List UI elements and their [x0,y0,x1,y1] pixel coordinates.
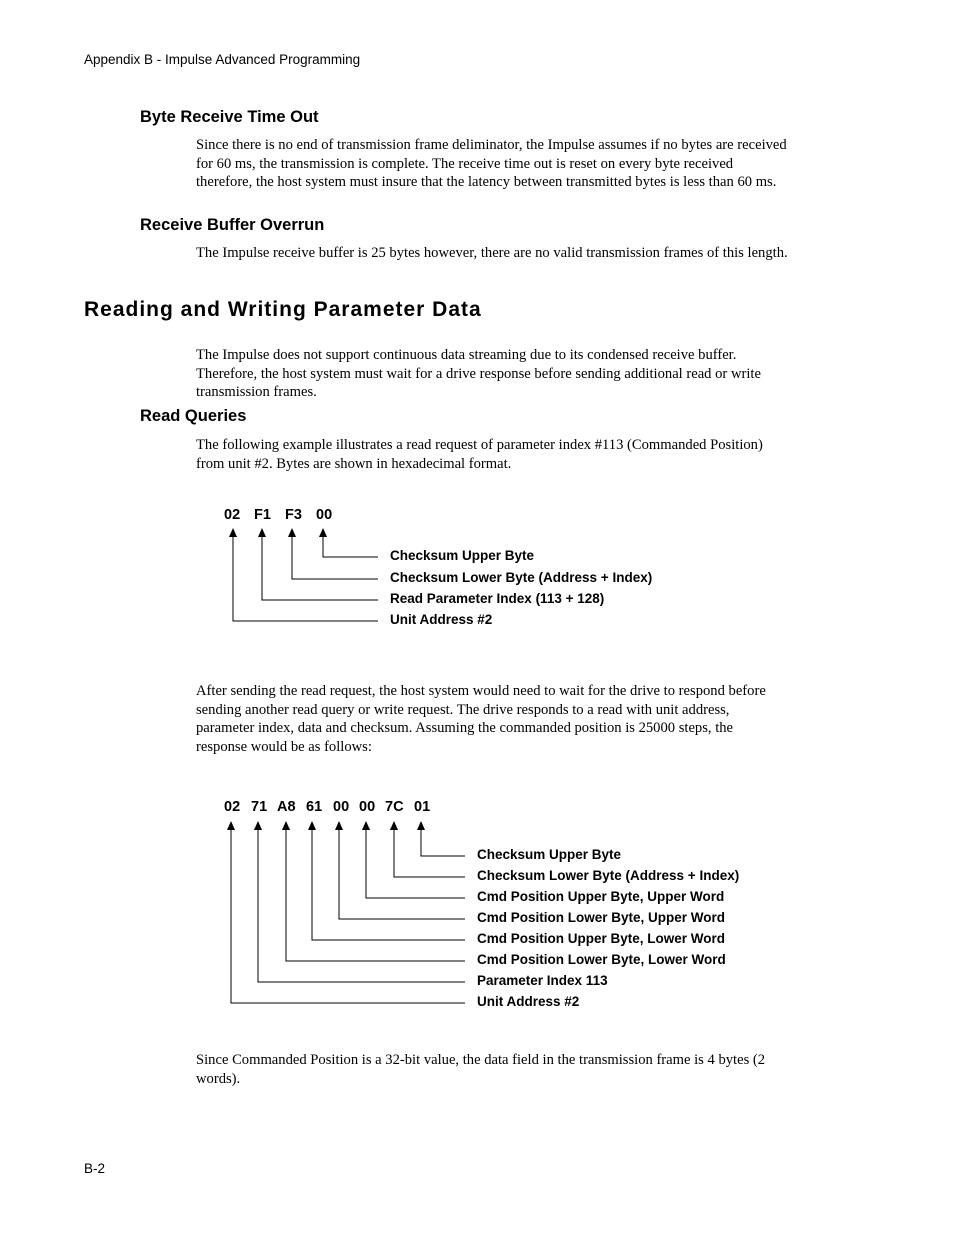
diagram2-byte: 01 [414,799,431,815]
heading-reading-writing-parameter-data: Reading and Writing Parameter Data [84,298,482,321]
diagram2-byte: A8 [277,799,296,815]
text-line: sending another read query or write request. The drive responds to a read with unit address, [196,701,730,718]
diagram2-byte: 02 [224,799,241,815]
diagram2-arrowhead [362,821,370,830]
diagram2-leader [286,828,465,961]
heading-receive-buffer-overrun: Receive Buffer Overrun [140,216,325,234]
diagram2-byte: 00 [359,799,376,815]
text-line: words). [196,1070,241,1087]
diagram2-leader [394,828,465,877]
page-number: B-2 [84,1161,106,1176]
text-line: transmission frames. [196,384,317,401]
heading-byte-receive-time-out: Byte Receive Time Out [140,108,319,126]
paragraph-closing [196,1051,818,1088]
diagram2-byte: 7C [385,799,404,815]
text-line: response would be as follows: [196,738,372,755]
diagram2-arrowhead [390,821,398,830]
diagram2-byte: 00 [333,799,350,815]
diagram1-label: Checksum Upper Byte [390,548,535,563]
diagram2-leader [312,828,465,940]
diagram2-label: Cmd Position Lower Byte, Lower Word [477,952,726,967]
diagram2-label: Checksum Upper Byte [477,847,622,862]
text-line: Since there is no end of transmission frame deliminator, the Impulse assumes if no bytes are received [196,137,787,153]
diagram2-label: Cmd Position Upper Byte, Lower Word [477,931,726,946]
diagram2-arrowhead [417,821,425,830]
diagram2-label: Cmd Position Upper Byte, Upper Word [477,889,725,904]
text-line: The following example illustrates a read request of parameter index #113 (Commanded Position) [196,437,763,453]
text-line: for 60 ms, the transmission is complete. The receive time out is reset on every byte received [196,155,734,172]
diagram2-byte: 61 [306,799,323,815]
diagram2-leader [366,828,465,898]
diagram2-leader [231,828,465,1003]
text-line: Therefore, the host system must wait for a drive response before sending additional read or write [196,365,761,382]
text-line: The Impulse does not support continuous data streaming due to its condensed receive buffer. [196,347,737,363]
diagram2-arrowhead [254,821,262,830]
heading-read-queries: Read Queries [140,407,247,425]
diagram2-byte: 71 [251,799,268,815]
diagram2-arrowhead [282,821,290,830]
diagram2-label: Parameter Index 113 [477,973,608,988]
diagram2-arrowhead [227,821,235,830]
diagram1-label: Unit Address #2 [390,612,493,627]
running-head: Appendix B - Impulse Advanced Programming [84,52,361,67]
diagram2-label: Unit Address #2 [477,994,580,1009]
text-line: The Impulse receive buffer is 25 bytes however, there are no valid transmission frames of this length. [196,245,788,261]
text-line: After sending the read request, the host system would need to wait for the drive to respond before [196,683,766,699]
diagram2-arrowhead [335,821,343,830]
diagram1-label: Checksum Lower Byte (Address + Index) [390,570,653,585]
diagram1-byte: F3 [285,507,302,523]
diagram1-byte: F1 [254,507,271,523]
diagram1-byte: 02 [224,507,241,523]
text-line: Since Commanded Position is a 32-bit value, the data field in the transmission frame is 4 bytes (2 [196,1052,766,1068]
text-line: from unit #2. Bytes are shown in hexadecimal format. [196,455,512,472]
diagram1-byte: 00 [316,507,333,523]
text-line: therefore, the host system must insure that the latency between transmitted bytes is less than 60 ms. [196,174,777,191]
diagram2-leader [339,828,465,919]
diagram2-label: Checksum Lower Byte (Address + Index) [477,868,740,883]
diagram2-leader [258,828,465,982]
text-line: parameter index, data and checksum. Assuming the commanded position is 25000 steps, the [196,720,734,737]
diagram2-label: Cmd Position Lower Byte, Upper Word [477,910,726,925]
diagram2-arrowhead [308,821,316,830]
diagram1-label: Read Parameter Index (113 + 128) [390,591,605,606]
diagram2-leader [421,828,465,856]
